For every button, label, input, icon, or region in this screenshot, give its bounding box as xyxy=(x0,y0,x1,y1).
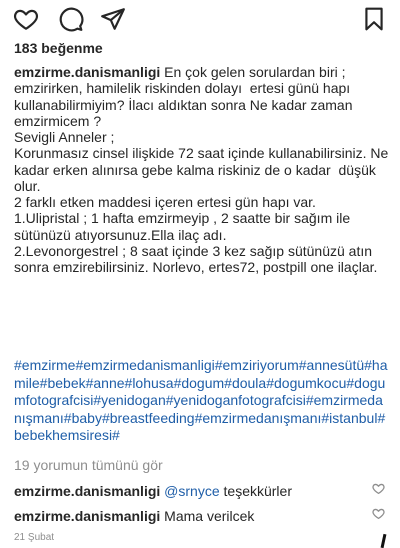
share-icon[interactable] xyxy=(100,6,126,32)
caption-username[interactable]: emzirme.danismanligi xyxy=(14,64,161,80)
comment-like-heart-icon[interactable] xyxy=(372,482,385,495)
post-action-bar xyxy=(0,4,400,34)
caption-text: En çok gelen sorulardan biri ; emzirirken, hamilelik riskinden dolayı ertesi günü hapı kullanabilirmiyim? İlacı aldıktan sonra Ne kadar zaman emzirmicem ? Sevigli Anneler ; Korunmasız cinsel ilişkide 72 saat içinde kullanabilirsiniz. Ne kadar erken alınırsa gebe kalma riskiniz de o kadar düşük olur. 2 farklı etken maddesi içeren ertesi gün hapı var. 1.Ulipristal ; 1 hafta emzirmeyip , 2 saatte bir sağım ile sütünüzü atıyorsunuz.Ella ilaç adı. 2.Levonorgestrel ; 8 saat içinde 3 kez sağıp sütünüzü atın sonra emzirebilirsiniz. Norlevo, ertes72, postpill one ilaçlar. xyxy=(14,64,389,275)
bookmark-icon[interactable] xyxy=(361,6,387,32)
comment-username[interactable]: emzirme.danismanligi xyxy=(14,483,161,499)
post-caption xyxy=(14,64,390,275)
comment-mention[interactable]: @srnyce xyxy=(164,483,220,499)
comment-text: teşekkürler xyxy=(219,483,292,499)
comment-username[interactable]: emzirme.danismanligi xyxy=(14,508,161,524)
comment-item xyxy=(14,508,364,524)
comment-item xyxy=(14,483,364,499)
heart-icon[interactable] xyxy=(13,6,39,32)
likes-count[interactable]: 183 beğenme xyxy=(14,40,103,56)
scroll-indicator xyxy=(381,534,387,548)
hashtag-list[interactable]: #emzirme#emzirmedanismanligi#emziriyorum#annesütü#hamile#bebek#anne#lohusa#dogum#doula#dogumkocu#dogumfotografcisi#yenidogan#yenidoganfotografcisi#emzirmedanışmanı#baby#breastfeeding#emzirmedanışmanı#istanbul#bebekhemsiresi# xyxy=(14,357,388,443)
post-date: 21 Şubat xyxy=(14,532,55,543)
comment-text: Mama verilcek xyxy=(160,508,255,524)
comment-icon[interactable] xyxy=(58,6,84,32)
view-all-comments-link[interactable]: 19 yorumun tümünü gör xyxy=(14,457,163,473)
comment-like-heart-icon[interactable] xyxy=(372,507,385,520)
